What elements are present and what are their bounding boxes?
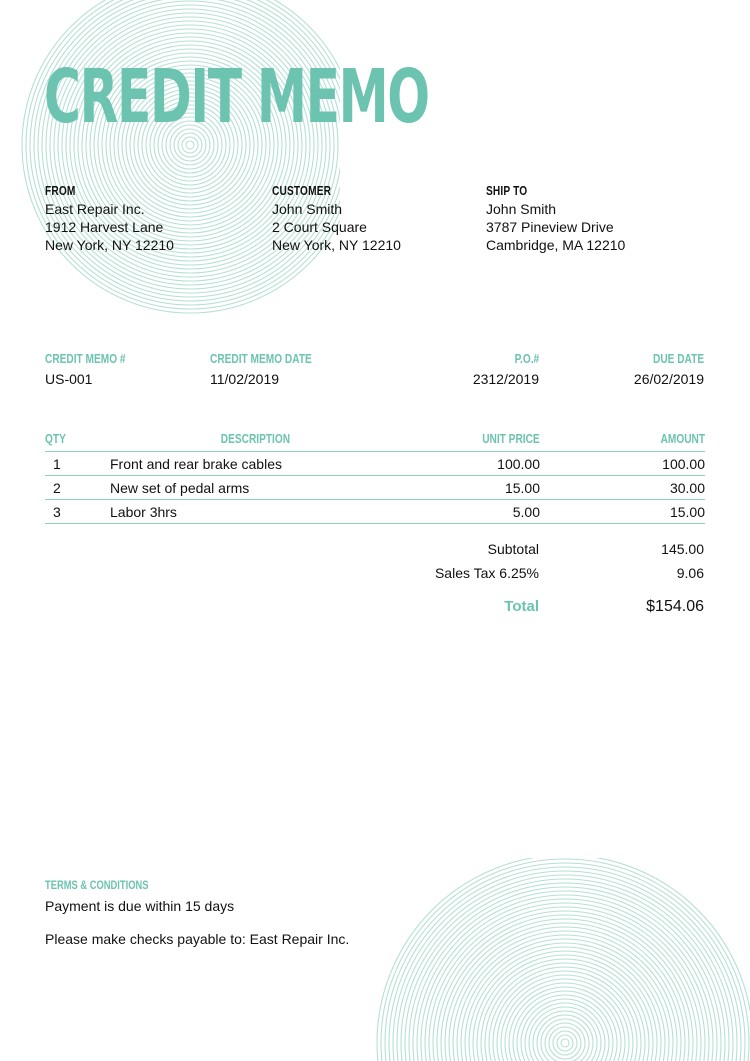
memo-number-field (45, 349, 148, 389)
customer-heading: CUSTOMER (272, 183, 332, 198)
decor-ring (561, 1039, 569, 1047)
customer-line: New York, NY 12210 (272, 237, 401, 253)
decor-ring (517, 995, 613, 1061)
decor-ring (509, 987, 621, 1061)
due-date-field (634, 349, 704, 389)
decor-ring (501, 979, 629, 1061)
from-heading: FROM (45, 183, 76, 198)
decor-ring (421, 899, 709, 1061)
total-value: $154.06 (646, 598, 704, 615)
table-row (45, 500, 705, 524)
decor-ring (553, 1031, 577, 1055)
column-header-amount (540, 427, 705, 452)
decor-ring (537, 1015, 593, 1061)
decor-ring (186, 141, 194, 149)
po-number-label: P.O.# (514, 351, 539, 366)
decor-ring (409, 887, 721, 1061)
decor-ring (465, 943, 665, 1061)
memo-number-value: US-001 (45, 371, 93, 387)
decor-ring (441, 919, 689, 1061)
row-qty: 1 (45, 452, 110, 476)
row-unit-price: 5.00 (400, 500, 540, 524)
decor-ring (493, 971, 637, 1061)
ship-to-block (486, 182, 625, 254)
decor-ring (545, 1023, 585, 1061)
column-header-qty-label: QTY (45, 430, 66, 446)
total-label: Total (504, 598, 539, 615)
decor-ring (457, 935, 673, 1061)
due-date-label: DUE DATE (652, 351, 704, 366)
decor-ring (497, 975, 633, 1061)
terms-block (45, 878, 349, 947)
decor-ring (485, 963, 645, 1061)
decor-ring (437, 915, 693, 1061)
customer-block (272, 182, 401, 254)
po-number-value: 2312/2019 (472, 371, 539, 387)
table-header-row (45, 427, 705, 452)
sales-tax-label: Sales Tax 6.25% (434, 565, 539, 581)
decor-ring (433, 911, 697, 1061)
decor-ring (377, 858, 750, 1061)
decor-ring (429, 907, 701, 1061)
from-block (45, 182, 174, 254)
concentric-circles-decoration (0, 0, 340, 320)
ship-to-line: Cambridge, MA 12210 (486, 237, 626, 253)
decor-ring (381, 859, 749, 1061)
decor-ring (541, 1019, 589, 1061)
memo-number-label: CREDIT MEMO # (45, 351, 126, 366)
ship-to-line: John Smith (486, 201, 557, 217)
row-description: New set of pedal arms (110, 476, 400, 500)
po-number-field (473, 349, 539, 389)
from-line: East Repair Inc. (45, 201, 145, 217)
memo-date-value: 11/02/2019 (210, 371, 280, 387)
memo-date-label: CREDIT MEMO DATE (210, 351, 312, 366)
decor-ring (425, 903, 705, 1061)
decor-ring (405, 883, 725, 1061)
column-header-amount-label: AMOUNT (660, 430, 705, 446)
from-line: New York, NY 12210 (45, 237, 174, 253)
column-header-unit-price (400, 427, 540, 452)
row-qty: 3 (45, 500, 110, 524)
subtotal-label: Subtotal (487, 541, 539, 557)
decor-ring (393, 871, 737, 1061)
decor-ring (513, 991, 617, 1061)
row-description: Labor 3hrs (110, 500, 400, 524)
table-row (45, 476, 705, 500)
sales-tax-value: 9.06 (676, 565, 704, 581)
row-amount: 100.00 (540, 452, 705, 476)
line-items-table (45, 427, 705, 524)
decor-ring (477, 955, 653, 1061)
decor-ring (525, 1003, 605, 1061)
concentric-circles-decoration (360, 858, 750, 1061)
decor-ring (413, 891, 717, 1061)
row-unit-price: 15.00 (400, 476, 540, 500)
decor-ring (22, 0, 340, 313)
decor-ring (473, 951, 657, 1061)
decor-ring (557, 1035, 573, 1051)
decor-ring (469, 947, 661, 1061)
decor-ring (521, 999, 609, 1061)
decor-ring (529, 1007, 601, 1061)
memo-date-field (210, 349, 340, 389)
row-qty: 2 (45, 476, 110, 500)
decor-ring (34, 0, 340, 301)
column-header-description (110, 427, 400, 452)
due-date-value: 26/02/2019 (633, 371, 704, 387)
decor-ring (449, 927, 681, 1061)
document-title: CREDIT MEMO (44, 54, 429, 140)
ship-to-line: 3787 Pineview Drive (486, 219, 614, 235)
decor-ring (549, 1027, 581, 1059)
column-header-unit-price-label: UNIT PRICE (482, 430, 540, 446)
column-header-description-label: DESCRIPTION (220, 430, 290, 446)
table-row (45, 452, 705, 476)
decor-ring (417, 895, 713, 1061)
from-line: 1912 Harvest Lane (45, 219, 164, 235)
row-description: Front and rear brake cables (110, 452, 400, 476)
decor-ring (385, 863, 745, 1061)
row-unit-price: 100.00 (400, 452, 540, 476)
decor-ring (505, 983, 625, 1061)
customer-line: 2 Court Square (272, 219, 367, 235)
decor-ring (389, 867, 741, 1061)
decor-ring (453, 931, 677, 1061)
decor-ring (397, 875, 733, 1061)
decor-ring (489, 967, 641, 1061)
decor-ring (461, 939, 669, 1061)
decor-ring (26, 0, 340, 309)
customer-line: John Smith (272, 201, 343, 217)
subtotal-value: 145.00 (661, 541, 704, 557)
decor-ring (533, 1011, 597, 1061)
decor-ring (30, 0, 340, 305)
column-header-qty (45, 427, 110, 452)
decor-ring (401, 879, 729, 1061)
row-amount: 30.00 (540, 476, 705, 500)
ship-to-heading: SHIP TO (486, 183, 528, 198)
decor-ring (481, 959, 649, 1061)
decor-ring (445, 923, 685, 1061)
terms-heading: TERMS & CONDITIONS (45, 878, 149, 892)
terms-line: Please make checks payable to: East Repair Inc. (45, 931, 350, 947)
row-amount: 15.00 (540, 500, 705, 524)
terms-line: Payment is due within 15 days (45, 898, 235, 914)
